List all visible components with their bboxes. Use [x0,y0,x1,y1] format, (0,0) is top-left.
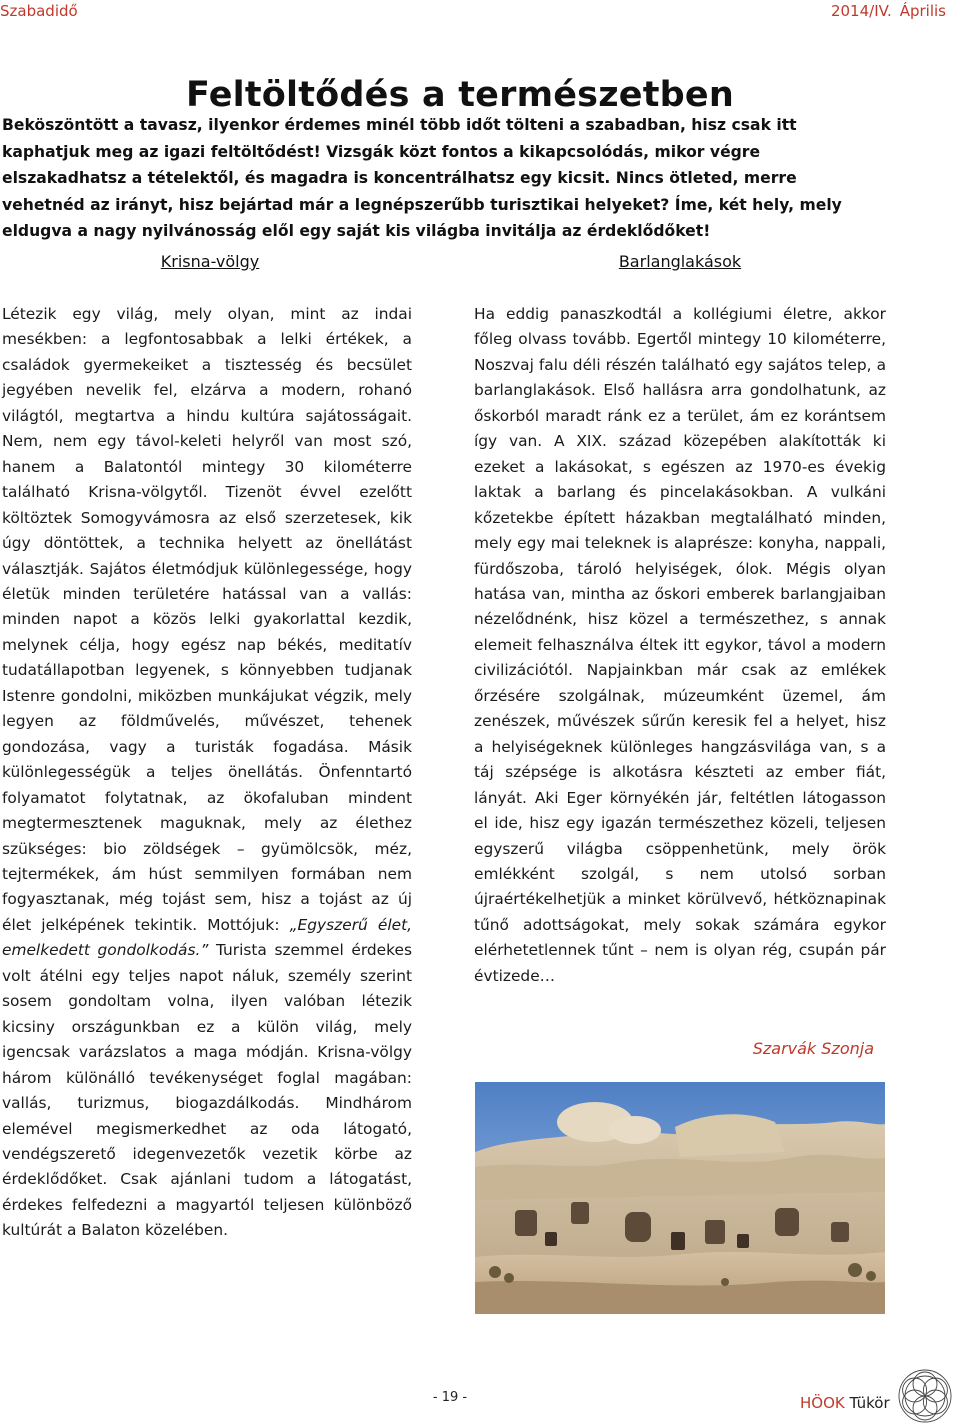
brand-tukor: Tükör [844,1394,890,1412]
cave-dwellings-photo [475,1082,885,1314]
issue-month: Április [899,2,946,20]
brand-hook: HÖOK [800,1394,845,1412]
left-column-text [2,302,412,1244]
magazine-brand [800,1394,890,1412]
right-text: Ha eddig panaszkodtál a kollégiumi életre, akkor főleg olvass tovább. Egertől mintegy 10 kilométerre, Noszvaj falu déli részén található egy sajátos telep, a barlanglakások. Első hallásra arra gondolhatunk, az őskorból maradt ránk ez a terület, ám ez korántsem így van. A XIX. század közepében alakították ki ezeket a lakásokat, s egészen az 1970-es évekig laktak a barlang és pincelakásokban. A vulkáni kőzetekbe épített házakban megtalálható minden, mely egy mai teleknek is alaprésze: konyha, nappali, fürdőszoba, tároló helyiségek, ólok. Mégis olyan hatása van, mintha az őskori emberek barlangjaiban nézelődnénk, hisz közel a természethez, s annak elemeit felhasználva éltek itt egykor, távol a modern civilizációtól. Napjainkban már csak az emlékek őrzésére szolgálnak, múzeumként üzemel, ám zenészek, művészek sűrűn keresik fel a helyet, hisz a helyiségeknek különleges hangzásvilága van, s a táj szépsége is alkotásra készteti az ember fiát, lányát. Aki Eger környékén jár, feltétlen látogasson el ide, hisz egy igazán természethez közeli, teljesen egyszerű világba csöppenhetünk, mely örök emlékként szolgál, s nem utolsó sorban újraértékelhetjük a minket körülvevő, hétköznapinak tűnő adottságokat, mely sokak számára egykor elérhetetlennek tűnt – nem is olyan rég, csupán pár évtizede… [474,305,886,985]
left-text-part1: Létezik egy világ, mely olyan, mint az indai mesékben: a legfontosabbak a lelki értékek, a családok gyermekeiket a tisztesség és becsület jegyében nevelik fel, elzárva a modern, rohanó világtól, megtartva a hindu kultúra sajátosságait. Nem, nem egy távol-keleti helyről van most szó, hanem a Balatontól mintegy 30 kilométerre található Krisna-völgytől. Tizenöt évvel ezelőtt költöztek Somogyvámosra az első szerzetesek, kik úgy döntöttek, a technika helyett az önellátást választják. Sajátos életmódjuk különlegessége, hogy életük minden területére hatással van a vallás: minden napot a közös lelki gyakorlattal kezdik, melynek célja, hogy egész nap békés, meditatív tudatállapotban legyenek, s könnyebben tudjanak Istenre gondolni, miközben munkájukat végzik, mely legyen az földművelés, művészet, tehenek gondozása, vagy a turisták fogadása. Másik különlegességük a teljes önellátás. Önfenntartó folyamatot folytatnak, az ökofaluban mindent megtermesztenek maguknak, mely az élethez szükséges: bio zöldségek – gyümölcsök, méz, tejtermékek, ám húst semmilyen formában nem fogyasztanak, még tojást sem, hisz a tojást az új élet jelképének tekintik. Mottójuk: [2,305,412,934]
left-column-heading: Krisna-völgy [160,252,260,271]
motto-quote: „Egyszerű élet, emelkedett gondolkodás.” [2,915,412,960]
issue-info [831,2,946,20]
section-label: Szabadidő [0,2,78,20]
issue-number: 2014/IV. [830,2,892,20]
right-column-heading: Barlanglakások [618,252,742,271]
article-intro: Beköszöntött a tavasz, ilyenkor érdemes minél több időt tölteni a szabadban, hisz csak itt kaphatjuk meg az igazi feltöltődést! Vizsgák közt fontos a kikapcsolódás, mikor végre elszakadhatsz a tételektől, és magadra is koncentrálhatsz egy kicsit. Nincs ötleted, merre vehetnéd az irányt, hisz bejártad már a legnépszerűbb turisztikai helyeket? Íme, két hely, mely eldugva a nagy nyilvánosság elől egy saját kis világba invitálja az érdeklődőket! [2,116,842,240]
circular-logo-icon [894,1368,956,1424]
right-column-text [474,302,886,989]
author-name: Szarvák Szonja [752,1039,874,1058]
page-number: - 19 - [432,1390,468,1405]
article-title: Feltöltődés a természetben [186,75,734,116]
left-text-part2: Turista szemmel érdekes volt átélni egy teljes napot náluk, személy szerint sosem gondoltam volna, ilyen valóban létezik kicsiny országunkban ez a külön világ, mely igencsak varázslatos a maga módján. Krisna-völgy három különálló tevékenységet foglal magában: vallás, turizmus, biogazdálkodás. Mindhárom elemével megismerkedhet az oda látogató, vendégszerető idegenvezetők vezetik körbe az érdeklődőket. Csak ajánlani tudom a látogatást, érdekes felfedezni a magyartól teljesen különböző kultúrát a Balaton közelében. [2,941,412,1240]
